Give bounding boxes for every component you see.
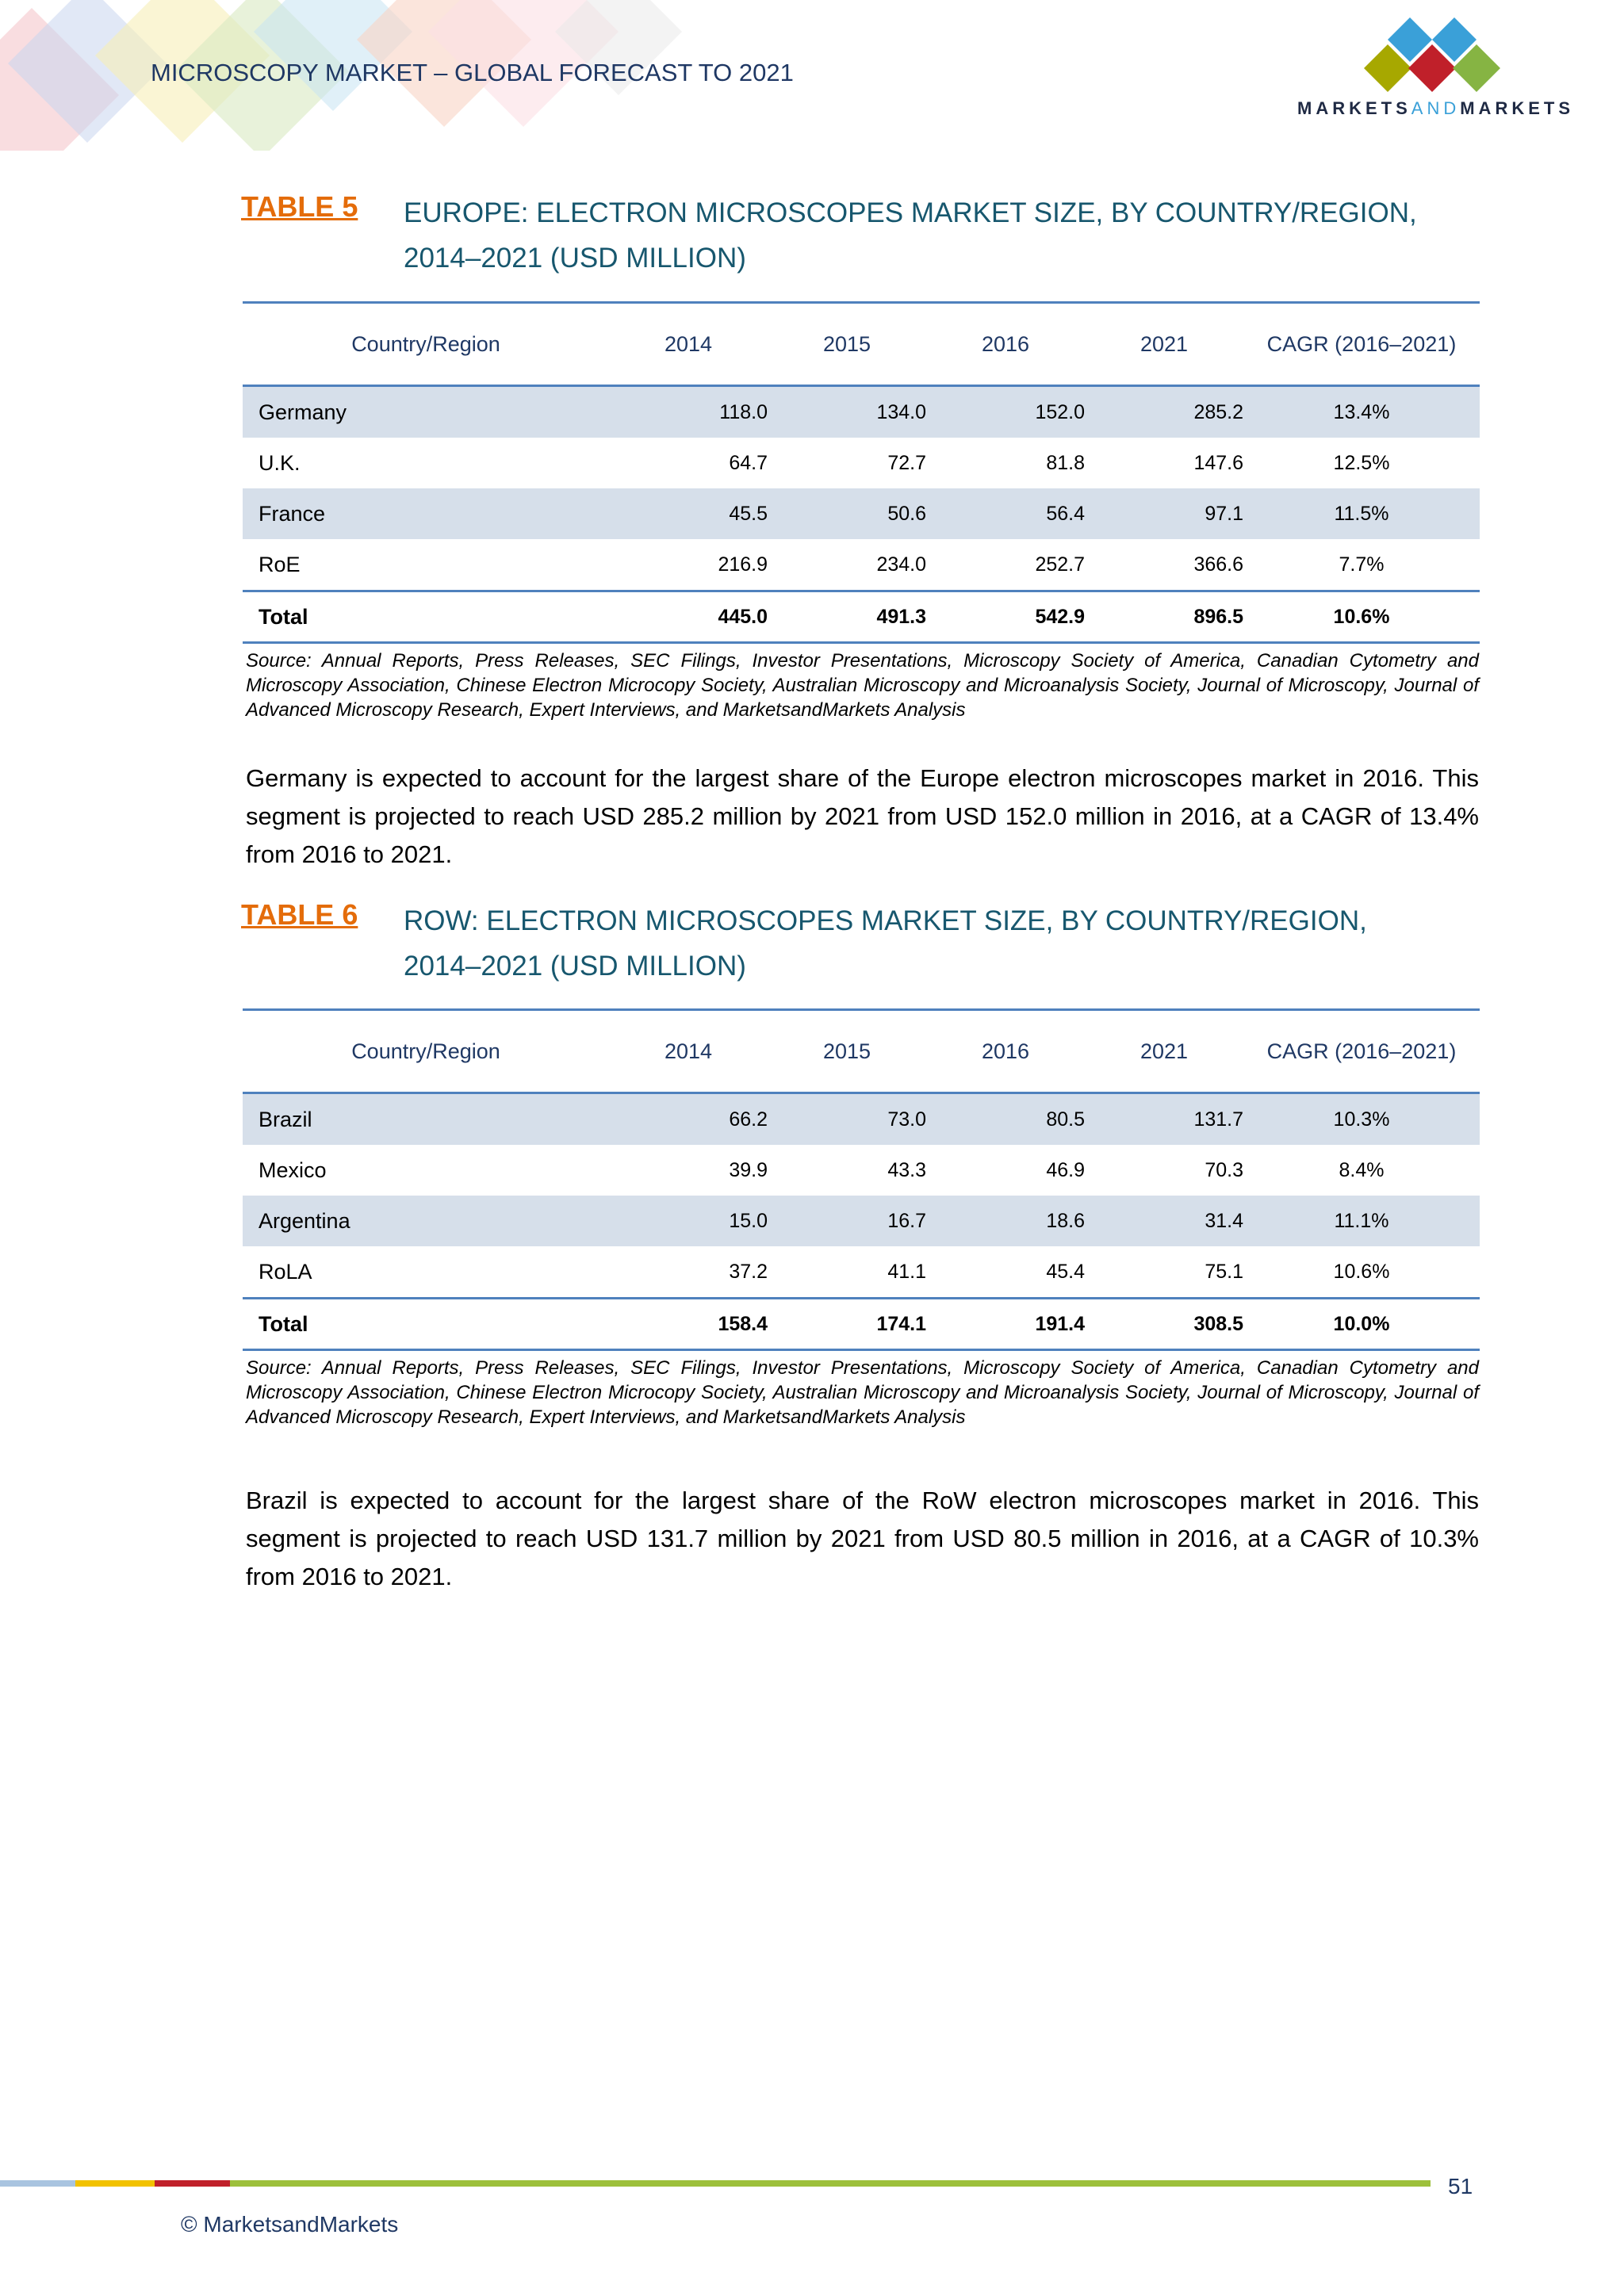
footer-bar-segment [155,2180,230,2187]
value-2016: 152.0 [926,386,1085,438]
region-cell: Germany [243,386,609,438]
value-cagr: 12.5% [1243,438,1480,488]
table-row [243,539,1480,591]
header-2016: 2016 [926,1010,1085,1093]
value-2015: 234.0 [768,539,926,591]
header-2014: 2014 [609,1010,768,1093]
value-2021: 70.3 [1085,1145,1243,1196]
total-2021: 308.5 [1085,1299,1243,1350]
table-5-label[interactable]: TABLE 5 [241,190,358,223]
value-2014: 66.2 [609,1093,768,1146]
footer-bar-segment [230,2180,1431,2187]
total-2015: 174.1 [768,1299,926,1350]
footer-bar-segment [0,2180,75,2187]
region-cell: RoLA [243,1246,609,1299]
region-cell: France [243,488,609,539]
value-2015: 134.0 [768,386,926,438]
table-6-title: ROW: ELECTRON MICROSCOPES MARKET SIZE, BY COUNTRY/REGION, 2014–2021 (USD MILLION) [404,905,1367,982]
total-label: Total [243,1299,609,1350]
value-cagr: 11.1% [1243,1196,1480,1246]
copyright-notice: © MarketsandMarkets [181,2212,399,2237]
value-2015: 72.7 [768,438,926,488]
value-cagr: 8.4% [1243,1145,1480,1196]
total-2015: 491.3 [768,591,926,643]
total-cagr: 10.6% [1243,591,1480,643]
value-2016: 252.7 [926,539,1085,591]
value-2014: 37.2 [609,1246,768,1299]
value-cagr: 13.4% [1243,386,1480,438]
value-2015: 43.3 [768,1145,926,1196]
value-2016: 56.4 [926,488,1085,539]
value-2014: 64.7 [609,438,768,488]
header-cagr: CAGR (2016–2021) [1243,1010,1480,1093]
value-2014: 15.0 [609,1196,768,1246]
header-country-region: Country/Region [243,303,609,386]
report-header-title: MICROSCOPY MARKET – GLOBAL FORECAST TO 2021 [151,59,794,86]
page-number: 51 [1448,2174,1473,2198]
value-2016: 81.8 [926,438,1085,488]
value-cagr: 7.7% [1243,539,1480,591]
value-2016: 45.4 [926,1246,1085,1299]
value-2021: 366.6 [1085,539,1243,591]
total-label: Total [243,591,609,643]
table-header-row [243,303,1480,386]
value-2014: 118.0 [609,386,768,438]
header-2016: 2016 [926,303,1085,386]
table-6-label[interactable]: TABLE 6 [241,898,358,931]
europe-market-table [243,301,1480,644]
value-cagr: 11.5% [1243,488,1480,539]
value-2021: 285.2 [1085,386,1243,438]
value-2015: 50.6 [768,488,926,539]
table-total-row [243,591,1480,643]
header-2014: 2014 [609,303,768,386]
total-2016: 191.4 [926,1299,1085,1350]
value-2021: 97.1 [1085,488,1243,539]
table-row [243,1093,1480,1146]
header-2021: 2021 [1085,1010,1243,1093]
table-row [243,386,1480,438]
table-6-source-note: Source: Annual Reports, Press Releases, SEC Filings, Investor Presentations, Microscopy Society of America, Canadian Cytometry and Microscopy Association, Chinese Electron Microcopy Society, Australian Microscopy and Microanalysis Society, Journal of Microscopy, Journal of Advanced Microscopy Research, Expert Interviews, and MarketsandMarkets Analysis [246,1357,1479,1428]
total-2014: 158.4 [609,1299,768,1350]
header-cagr: CAGR (2016–2021) [1243,303,1480,386]
logo-wordmark: MARKETSANDMARKETS [1297,98,1575,118]
europe-summary-paragraph: Germany is expected to account for the largest share of the Europe electron microscopes market in 2016. This segment is projected to reach USD 285.2 million by 2021 from USD 152.0 million in 2016, at a CAGR of 13.4% from 2016 to 2021. [246,764,1479,868]
value-2021: 147.6 [1085,438,1243,488]
table-row [243,438,1480,488]
region-cell: Argentina [243,1196,609,1246]
region-cell: Brazil [243,1093,609,1146]
footer-bar-segment [75,2180,155,2187]
header-2015: 2015 [768,303,926,386]
value-2016: 18.6 [926,1196,1085,1246]
row-market-table [243,1008,1480,1351]
row-summary-paragraph: Brazil is expected to account for the largest share of the RoW electron microscopes market in 2016. This segment is projected to reach USD 131.7 million by 2021 from USD 80.5 million in 2016, at a CAGR of 10.3% from 2016 to 2021. [246,1487,1479,1590]
table-total-row [243,1299,1480,1350]
table-5-source-note: Source: Annual Reports, Press Releases, SEC Filings, Investor Presentations, Microscopy Society of America, Canadian Cytometry and Microscopy Association, Chinese Electron Microcopy Society, Australian Microscopy and Microanalysis Society, Journal of Microscopy, Journal of Advanced Microscopy Research, Expert Interviews, and MarketsandMarkets Analysis [246,650,1479,721]
value-2015: 16.7 [768,1196,926,1246]
value-2015: 73.0 [768,1093,926,1146]
total-2021: 896.5 [1085,591,1243,643]
region-cell: RoE [243,539,609,591]
header-country-region: Country/Region [243,1010,609,1093]
value-2014: 45.5 [609,488,768,539]
table-row [243,1145,1480,1196]
total-cagr: 10.0% [1243,1299,1480,1350]
region-cell: Mexico [243,1145,609,1196]
value-2014: 216.9 [609,539,768,591]
table-5-title: EUROPE: ELECTRON MICROSCOPES MARKET SIZE, BY COUNTRY/REGION, 2014–2021 (USD MILLION) [404,197,1417,274]
region-cell: U.K. [243,438,609,488]
header-2015: 2015 [768,1010,926,1093]
value-2021: 131.7 [1085,1093,1243,1146]
header-2021: 2021 [1085,303,1243,386]
value-2015: 41.1 [768,1246,926,1299]
table-row [243,488,1480,539]
value-2021: 31.4 [1085,1196,1243,1246]
value-2014: 39.9 [609,1145,768,1196]
value-cagr: 10.6% [1243,1246,1480,1299]
table-header-row [243,1010,1480,1093]
value-cagr: 10.3% [1243,1093,1480,1146]
value-2016: 46.9 [926,1145,1085,1196]
table-row [243,1196,1480,1246]
value-2016: 80.5 [926,1093,1085,1146]
total-2014: 445.0 [609,591,768,643]
value-2021: 75.1 [1085,1246,1243,1299]
total-2016: 542.9 [926,591,1085,643]
table-row [243,1246,1480,1299]
